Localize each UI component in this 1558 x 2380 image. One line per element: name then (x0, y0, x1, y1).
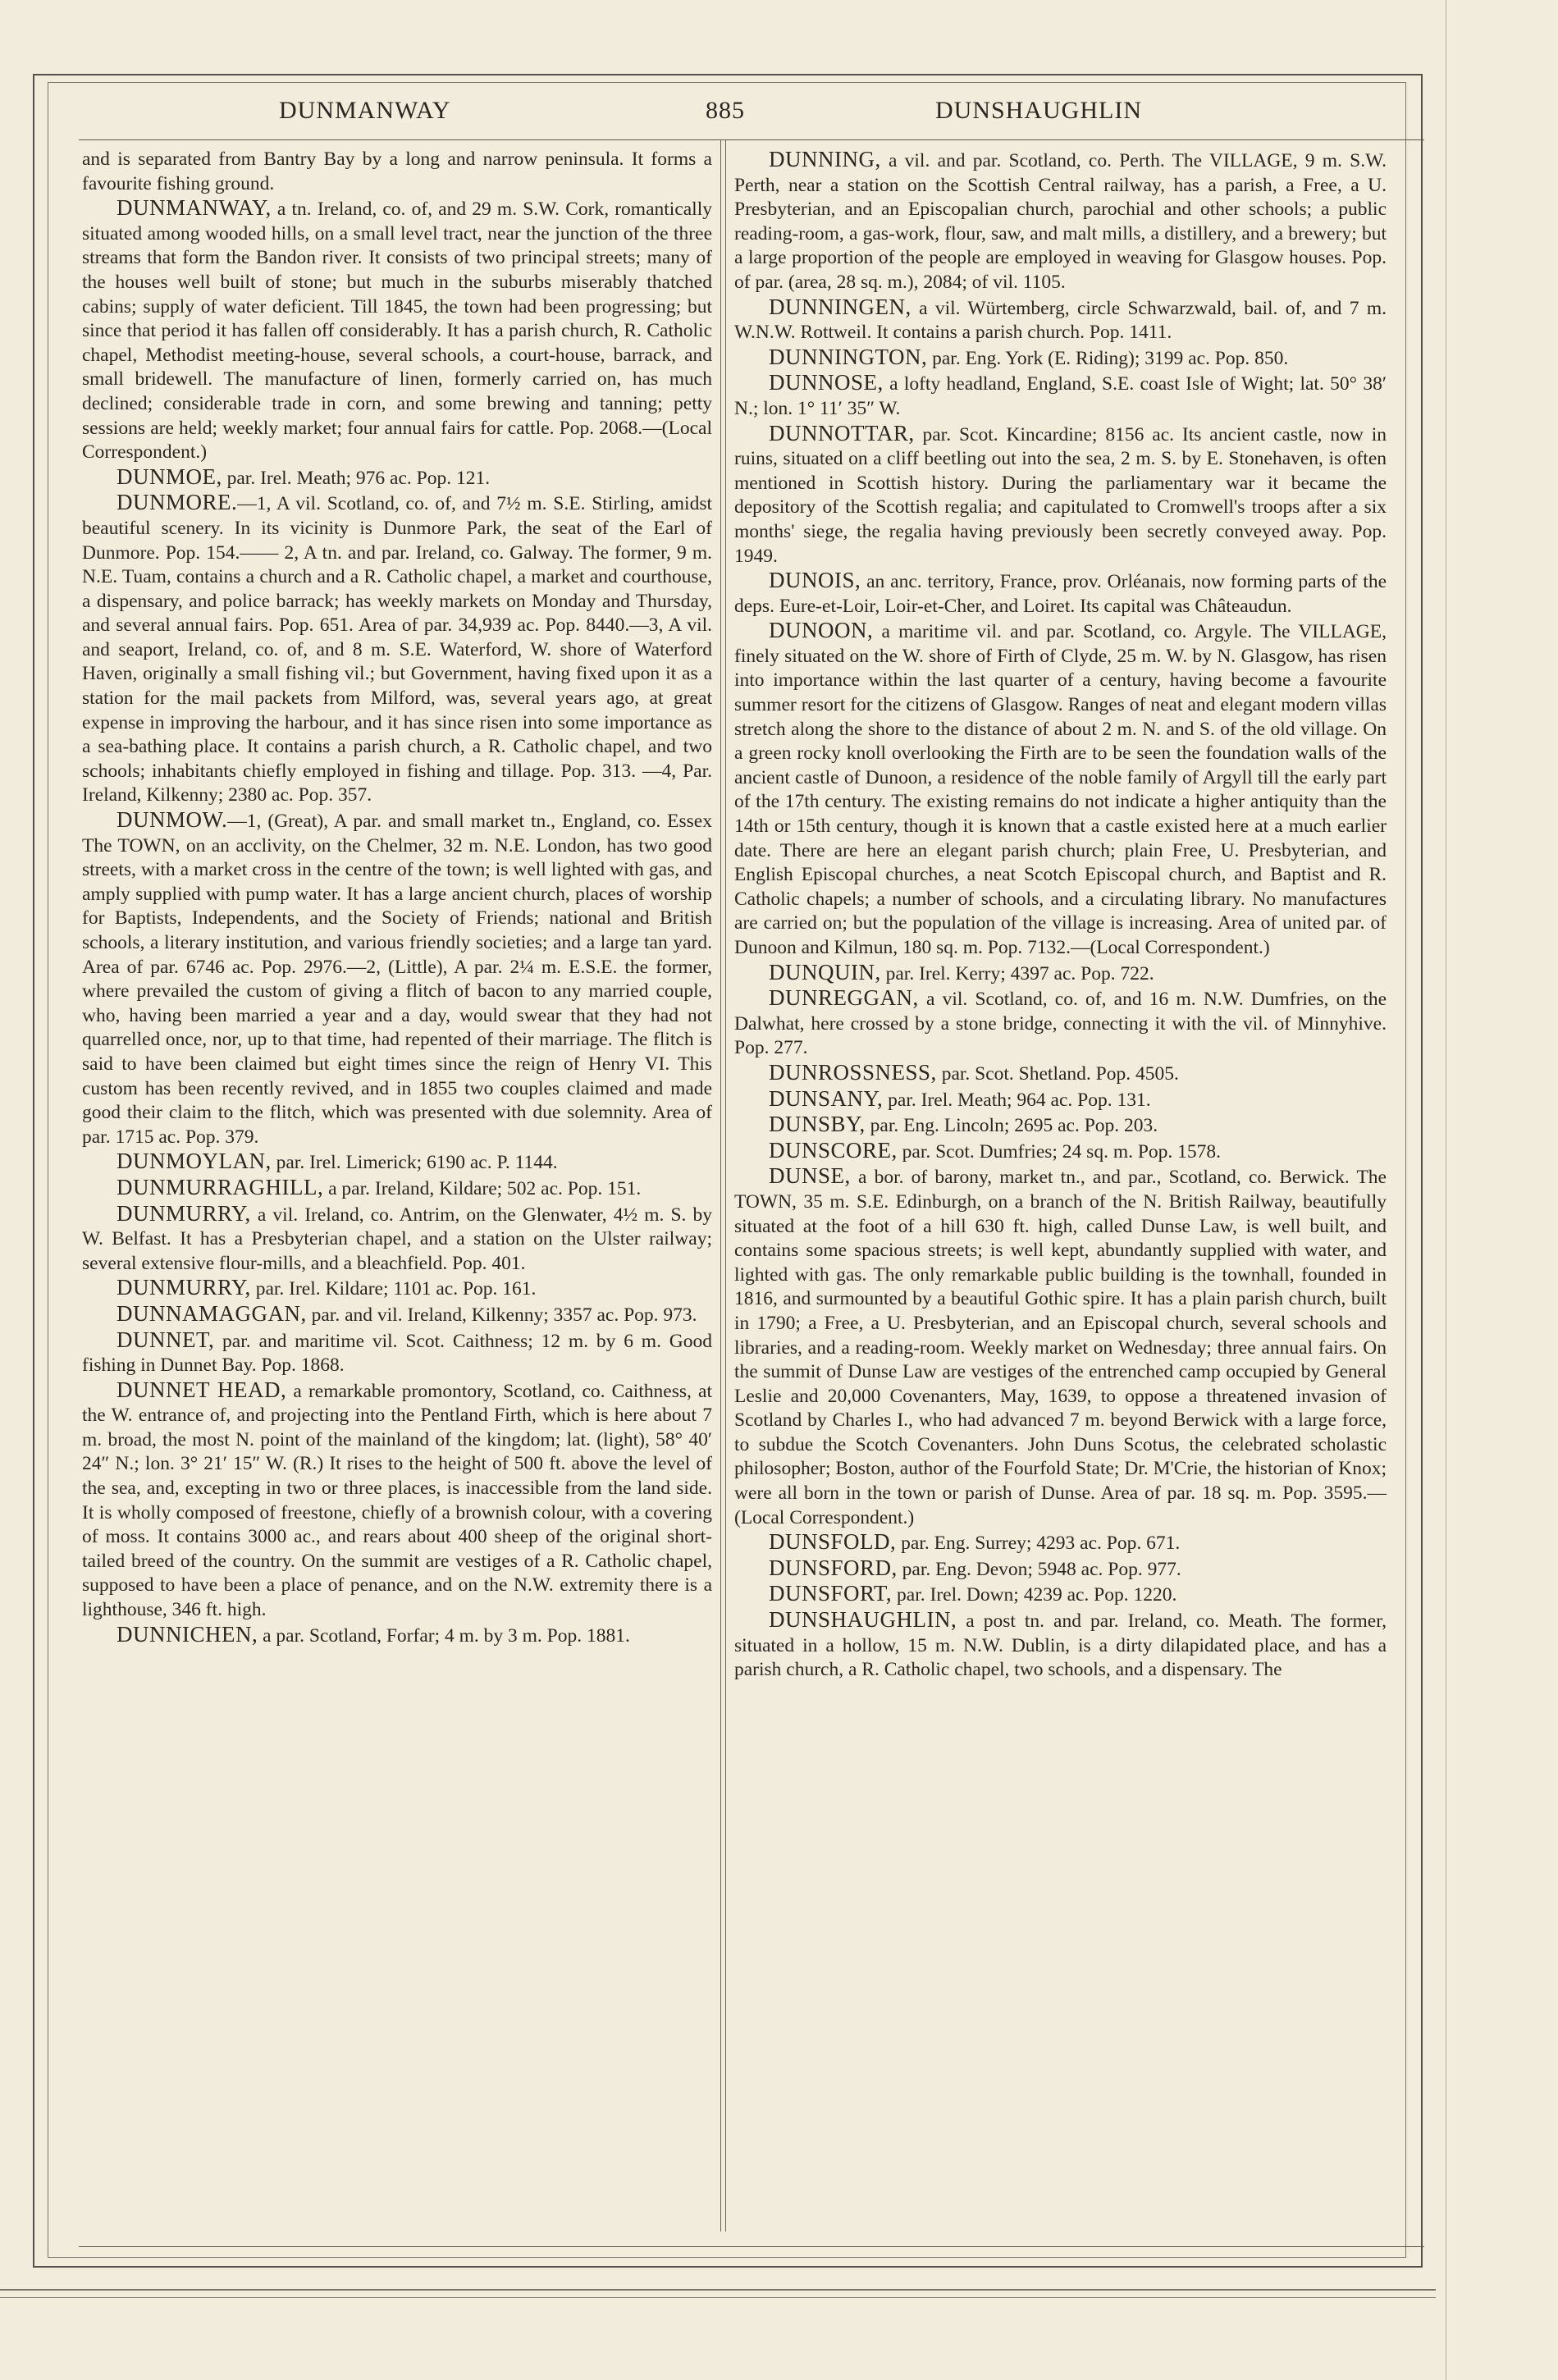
entry-text: a par. Ireland, Kildare; 502 ac. Pop. 151. (323, 1177, 642, 1199)
entry-headword: DUNMOW. (117, 807, 228, 833)
entry-headword: DUNOIS, (769, 568, 861, 593)
gazetteer-entry (734, 148, 1387, 295)
gazetteer-entry (82, 1149, 712, 1176)
gazetteer-entry (734, 1582, 1387, 1608)
entry-text: a bor. of barony, market tn., and par., Scotland, co. Berwick. The TOWN, 35 m. S.E. Edinburgh, on a branch of the N. British Railway, beautifully situated at the foot of a hill 630 ft. high, called Dunse Law, is well built, and contains some spacious streets; is well kept, abundantly supplied with water, and lighted with gas. The only remarkable public building is the townhall, founded in 1816, and surmounted by a beautiful Gothic spire. It has a plain parish church, built in 1790; a Free, a U. Presbyterian, and an Episcopal church, several schools and libraries, and a reading-room. Weekly market on Wednesday; three annual fairs. On the summit of Dunse Law are vestiges of the entrenched camp occupied by General Leslie and 20,000 Covenanters, May, 1639, to oppose a threatened invasion of Scotland by Charles I., who had advanced 7 m. beyond Berwick with a large force, to subdue the Scotch Covenanters. John Duns Scotus, the celebrated scholastic philosopher; Boston, author of the Fourfold State; Dr. M'Crie, the historian of Knox; were all born in the town or parish of Dunse. Area of par. 18 sq. m. Pop. 3595.—(Local Correspondent.) (734, 1167, 1387, 1528)
entry-headword: DUNSCORE, (769, 1137, 898, 1163)
gazetteer-entry (82, 491, 712, 808)
entry-text: a vil. Würtemberg, circle Schwarzwald, bail. of, and 7 m. W.N.W. Rottweil. It contains a parish church. Pop. 1411. (734, 297, 1387, 344)
entry-headword: DUNNINGEN, (769, 294, 911, 319)
gazetteer-entry (82, 1276, 712, 1302)
gazetteer-entry (734, 1608, 1387, 1683)
entry-headword: DUNMURRY, (117, 1275, 251, 1300)
header-rule (79, 139, 1424, 140)
entry-headword: DUNNICHEN, (117, 1621, 258, 1647)
entry-text: a tn. Ireland, co. of, and 29 m. S.W. Cork, romantically situated among wooded hills, on a small level tract, near the junction of the three streams that form the Bandon river. It consists of two principal streets; many of the houses well built of stone; but much in the suburbs miserably thatched cabins; supply of water deficient. Till 1845, the town had been progressing; but since that period it has fallen off considerably. It has a parish church, R. Catholic chapel, Methodist meeting-house, several schools, a court-house, barrack, and small bridewell. The manufacture of linen, formerly carried on, has much declined; considerable trade in corn, and some brewing and tanning; petty sessions are held; weekly market; four annual fairs for cattle. Pop. 2068.—(Local Correspondent.) (82, 199, 712, 464)
entry-headword: DUNSFORT, (769, 1581, 893, 1606)
entry-text: a vil. Scotland, co. of, and 16 m. N.W. Dumfries, on the Dalwhat, here crossed by a stone bridge, connecting it with the vil. of Minnyhive. Pop. 277. (734, 989, 1387, 1059)
gazetteer-entry (734, 986, 1387, 1061)
entry-text: par. and maritime vil. Scot. Caithness; 12 m. by 6 m. Good fishing in Dunnet Bay. Pop. 1868. (82, 1330, 712, 1377)
entry-text: a vil. and par. Scotland, co. Perth. The VILLAGE, 9 m. S.W. Perth, near a station on the Scottish Central railway, has a parish, a Free, a U. Presbyterian, and an Episcopalian church, parochial and other schools; a public reading-room, a gas-work, flour, saw, and malt mills, a distillery, and a brewery; but a large proportion of the people are employed in weaving for Glasgow houses. Pop. of par. (area, 28 sq. m.), 2084; of vil. 1105. (734, 150, 1387, 293)
left-column (82, 148, 712, 1648)
entry-text: par. Eng. Lincoln; 2695 ac. Pop. 203. (865, 1115, 1158, 1137)
gazetteer-entry (82, 196, 712, 465)
entry-headword: DUNMURRAGHILL, (117, 1174, 324, 1199)
gazetteer-entry (734, 371, 1387, 421)
entry-headword: DUNNET HEAD, (117, 1377, 287, 1402)
entry-text: par. Eng. Surrey; 4293 ac. Pop. 671. (896, 1533, 1181, 1555)
gazetteer-entry (82, 1202, 712, 1277)
gazetteer-entry (734, 569, 1387, 619)
entry-headword: DUNNING, (769, 147, 881, 171)
entry-headword: DUNNINGTON, (769, 344, 928, 369)
gazetteer-entry (82, 1378, 712, 1623)
entry-text: a remarkable promontory, Scotland, co. Caithness, at the W. entrance of, and projecting into the Pentland Firth, which is here about 7 m. broad, the most N. point of the mainland of the kingdom; lat. (light), 58° 40′ 24″ N.; lon. 3° 21′ 15″ W. (R.) It rises to the height of 500 ft. above the level of the sea, and, excepting in two or three places, is inaccessible from the land side. It is wholly composed of freestone, chiefly of a brownish colour, with a covering of moss. It contains 3000 ac., and rears about 400 sheep of the original short-tailed breed of the country. On the summit are vestiges of a R. Catholic chapel, supposed to have been a place of penance, and on the N.W. extremity there is a lighthouse, 346 ft. high. (82, 1380, 713, 1621)
entry-headword: DUNMURRY, (117, 1200, 251, 1226)
gazetteer-entry (734, 1087, 1387, 1113)
entry-text: —1, A vil. Scotland, co. of, and 7½ m. S.E. Stirling, amidst beautiful scenery. In its vicinity is Dunmore Park, the seat of the Earl of Dunmore. Pop. 154.—— 2, A tn. and par. Ireland, co. Galway. The former, 9 m. N.E. Tuam, contains a church and a R. Catholic chapel, a market and courthouse, a dispensary, and police barrack; has weekly markets on Monday and Thursday, and several annual fairs. Pop. 651. Area of par. 34,939 ac. Pop. 8440.—3, A vil. and seaport, Ireland, co. of, and 8 m. S.E. Waterford, W. shore of Waterford Haven, originally a small fishing vil.; but Government, having fixed upon it as a station for the mail packets from Milford, was, several years ago, at great expense in improving the harbour, and it has since risen into some importance as a sea-bathing place. It contains a parish church, a R. Catholic chapel, and two schools; inhabitants chiefly employed in fishing and tillage. Pop. 313. —4, Par. Ireland, Kilkenny; 2380 ac. Pop. 357. (82, 493, 712, 806)
entry-headword: DUNNOSE, (769, 370, 884, 395)
entry-text: —1, (Great), A par. and small market tn., England, co. Essex The TOWN, on an acclivity, on the Chelmer, 32 m. N.E. London, has two good streets, with a market cross in the centre of the town; is well lighted with gas, and amply supplied with pump water. It has a large ancient church, places of worship for Baptists, Independents, and the Society of Friends; national and British schools, a literary institution, and various friendly societies; and a large tan yard. Area of par. 6746 ac. Pop. 2976.—2, (Little), A par. 2¼ m. E.S.E. the former, where prevailed the custom of giving a flitch of bacon to any married couple, who, having been married a year and a day, would swear that they had not quarrelled once, nor, up to that time, had repented of their marriage. The flitch is said to have been claimed but eight times since the reign of Henry VI. This custom has been recently revived, and in 1855 two couples claimed and made good their claim to the flitch, which was presented with due solemnity. Area of par. 1715 ac. Pop. 379. (82, 811, 712, 1148)
column-divider-second-line (725, 139, 726, 2232)
entry-headword: DUNSFORD, (769, 1555, 898, 1580)
entry-headword: DUNSE, (769, 1163, 851, 1189)
entry-text: par. and vil. Ireland, Kilkenny; 3357 ac. Pop. 973. (306, 1304, 697, 1326)
entry-text: par. Irel. Meath; 976 ac. Pop. 121. (222, 467, 491, 489)
entry-text: a lofty headland, England, S.E. coast Isle of Wight; lat. 50° 38′ N.; lon. 1° 11′ 35″ W. (734, 373, 1387, 419)
entry-text: par. Scot. Kincardine; 8156 ac. Its ancient castle, now in ruins, situated on a cliff beetling out into the sea, 2 m. S. by E. Stonehaven, is often mentioned in Scottish history. During the parliamentary war it became the depository of the Scottish regalia; and capitulated to Cromwell's troops after a six months' siege, the regalia having previously been secretly conveyed away. Pop. 1949. (734, 423, 1387, 567)
page-edge-rule-inner (0, 2297, 1436, 2298)
entry-text: a maritime vil. and par. Scotland, co. Argyle. The VILLAGE, finely situated on the W. shore of Firth of Clyde, 25 m. W. by N. Glasgow, has risen into importance within the last quarter of a century, having become a favourite summer resort for the citizens of Glasgow. Ranges of neat and elegant modern villas stretch along the shore to the distance of about 2 m. N. and S. of the old village. On a green rocky knoll overlooking the Firth are to be seen the foundation walls of the ancient castle of Dunoon, a residence of the noble family of Argyll till the early part of the 17th century. The existing remains do not indicate a higher antiquity than the 14th or 15th century, though it is known that a castle existed here at a much earlier date. There are here an elegant parish church; plain Free, U. Presbyterian, and English Episcopal churches, a neat Scotch Episcopal church, and Baptist and R. Catholic chapels; a number of schools, and a circulating library. No manufactures are carried on; but the population of the village is increasing. Area of united par. of Dunoon and Kilmun, 180 sq. m. Pop. 7132.—(Local Correspondent.) (734, 621, 1387, 958)
gazetteer-entry (82, 808, 712, 1149)
entry-headword: DUNMOYLAN, (117, 1149, 272, 1174)
gazetteer-entry (734, 1556, 1387, 1583)
running-head-left: DUNMANWAY (279, 97, 451, 124)
entry-headword: DUNOON, (769, 618, 874, 643)
page-number: 885 (706, 97, 745, 124)
entry-headword: DUNMANWAY, (117, 195, 272, 221)
page-edge-rule (0, 2289, 1436, 2291)
entry-headword: DUNROSSNESS, (769, 1059, 937, 1085)
gazetteer-entry (734, 1530, 1387, 1556)
gazetteer-entry (734, 1139, 1387, 1165)
gazetteer-entry (734, 422, 1387, 569)
entry-text: par. Eng. York (E. Riding); 3199 ac. Pop. 850. (927, 347, 1289, 369)
entry-headword: DUNREGGAN, (769, 985, 919, 1011)
gazetteer-entry (734, 1164, 1387, 1530)
entry-headword: DUNSANY, (769, 1085, 884, 1111)
entry-text: par. Eng. Devon; 5948 ac. Pop. 977. (897, 1558, 1181, 1580)
page-edge (1446, 0, 1453, 2380)
footer-rule (79, 2246, 1424, 2247)
entry-text: par. Irel. Down; 4239 ac. Pop. 1220. (892, 1584, 1177, 1606)
gazetteer-entry (734, 619, 1387, 960)
entry-headword: DUNNOTTAR, (769, 420, 915, 445)
entry-headword: DUNMORE. (117, 490, 238, 515)
entry-headword: DUNSBY, (769, 1112, 866, 1137)
entry-headword: DUNNET, (117, 1327, 215, 1352)
gazetteer-entry (734, 1061, 1387, 1087)
entry-text: par. Irel. Kildare; 1101 ac. Pop. 161. (250, 1278, 537, 1300)
entry-text: par. Irel. Meath; 964 ac. Pop. 131. (883, 1089, 1151, 1111)
entry-text: par. Scot. Dumfries; 24 sq. m. Pop. 1578. (897, 1140, 1222, 1163)
entry-text: a vil. Ireland, co. Antrim, on the Glenwater, 4½ m. S. by W. Belfast. It has a Presbyterian chapel, and a station on the Ulster railway; several extensive flour-mills, and a bleachfield. Pop. 401. (82, 1204, 712, 1274)
entry-text: par. Irel. Limerick; 6190 ac. P. 1144. (271, 1152, 558, 1174)
entry-text: par. Irel. Kerry; 4397 ac. Pop. 722. (880, 962, 1154, 984)
entry-text: par. Scot. Shetland. Pop. 4505. (936, 1062, 1179, 1085)
entry-text: a par. Scotland, Forfar; 4 m. by 3 m. Pop. 1881. (258, 1624, 630, 1647)
entry-text: a post tn. and par. Ireland, co. Meath. The former, situated in a hollow, 15 m. N.W. Dublin, is a dirty dilapidated place, and has a parish church, a R. Catholic chapel, two schools, and a dispensary. The (734, 1610, 1387, 1681)
gazetteer-entry (82, 1302, 712, 1328)
entry-headword: DUNQUIN, (769, 959, 881, 984)
right-column (734, 148, 1387, 1683)
running-head (49, 97, 1403, 130)
column-divider (720, 139, 721, 2232)
gazetteer-entry (734, 961, 1387, 987)
entry-headword: DUNSFOLD, (769, 1529, 897, 1555)
gazetteer-entry (734, 1112, 1387, 1139)
gazetteer-entry (82, 1176, 712, 1202)
entry-text: an anc. territory, France, prov. Orléanais, now forming parts of the deps. Eure-et-Loir, Loir-et-Cher, and Loiret. Its capital was Châteaudun. (734, 571, 1387, 617)
gazetteer-entry (82, 1623, 712, 1649)
running-head-right: DUNSHAUGHLIN (935, 97, 1142, 124)
gazetteer-entry (82, 148, 712, 196)
entry-text: and is separated from Bantry Bay by a long and narrow peninsula. It forms a favourite fishing ground. (82, 148, 712, 194)
gazetteer-entry (734, 295, 1387, 345)
entry-headword: DUNMOE, (117, 464, 222, 489)
entry-headword: DUNSHAUGHLIN, (769, 1607, 957, 1633)
gazetteer-entry (734, 345, 1387, 372)
gazetteer-entry (82, 465, 712, 491)
gazetteer-entry (82, 1328, 712, 1378)
entry-headword: DUNNAMAGGAN, (117, 1300, 307, 1326)
